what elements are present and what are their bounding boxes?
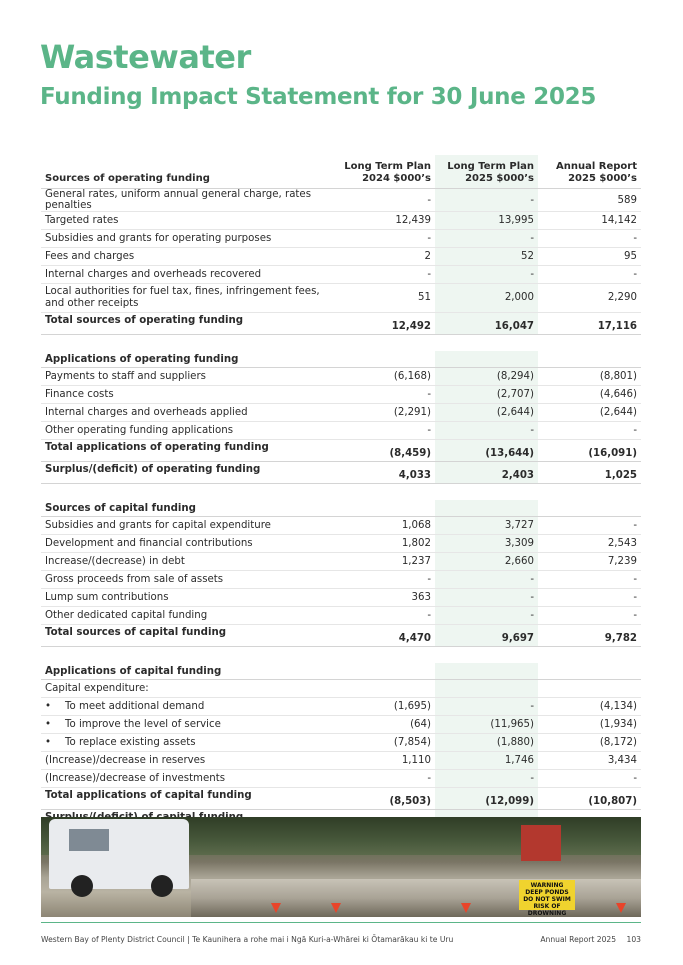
value-cell: 2,543 (538, 535, 641, 553)
value-cell: 2,403 (435, 462, 538, 484)
value-cell: (10,807) (538, 788, 641, 810)
table-row (41, 422, 641, 440)
section-header-empty-cell (435, 351, 538, 368)
table-row (41, 680, 641, 698)
row-label: Development and financial contributions (41, 535, 332, 553)
value-cell: - (435, 422, 538, 440)
value-cell: (2,644) (538, 404, 641, 422)
value-cell: (13,644) (435, 440, 538, 462)
value-cell: 16,047 (435, 313, 538, 335)
table-row (41, 607, 641, 625)
value-cell: (8,503) (332, 788, 435, 810)
value-cell: (12,099) (435, 788, 538, 810)
section-header-empty-cell (538, 351, 641, 368)
value-cell: - (435, 698, 538, 716)
table-row (41, 589, 641, 607)
value-cell: - (435, 189, 538, 212)
section-header-row (41, 663, 641, 680)
value-cell: 9,697 (435, 625, 538, 647)
value-cell: (2,707) (435, 386, 538, 404)
row-label: Total sources of operating funding (41, 313, 332, 335)
photo-flag (616, 903, 626, 913)
footer-report (540, 935, 641, 944)
value-cell: 52 (435, 248, 538, 266)
photo-van-wheel (151, 875, 173, 897)
row-label: Total sources of capital funding (41, 625, 332, 647)
table-row (41, 752, 641, 770)
row-label: Targeted rates (41, 212, 332, 230)
column-header-ltp-2025 (435, 155, 538, 189)
value-cell: 2,660 (435, 553, 538, 571)
value-cell: - (435, 607, 538, 625)
row-label-text: To replace existing assets (65, 737, 196, 748)
value-cell: 13,995 (435, 212, 538, 230)
row-label: Internal charges and overheads recovered (41, 266, 332, 284)
value-cell: 1,802 (332, 535, 435, 553)
row-label: Subsidies and grants for capital expenditure (41, 517, 332, 535)
value-cell (538, 680, 641, 698)
row-label: Total applications of operating funding (41, 440, 332, 462)
bullet-icon: • (45, 737, 52, 748)
value-cell: 7,239 (538, 553, 641, 571)
column-header-line: Annual Report (556, 161, 637, 172)
value-cell: (6,168) (332, 368, 435, 386)
bullet-icon: • (45, 701, 52, 712)
table-row (41, 212, 641, 230)
value-cell: - (332, 422, 435, 440)
value-cell: - (332, 266, 435, 284)
value-cell: - (435, 589, 538, 607)
photo-van-window (69, 829, 109, 851)
header-label: Sources of operating funding (41, 155, 332, 189)
value-cell: 17,116 (538, 313, 641, 335)
table-row (41, 770, 641, 788)
value-cell: 12,439 (332, 212, 435, 230)
value-cell: (1,934) (538, 716, 641, 734)
value-cell: 9,782 (538, 625, 641, 647)
wastewater-ponds-photo (41, 817, 641, 917)
footer-report-name: Annual Report 2025 (540, 935, 617, 944)
value-cell: 12,492 (332, 313, 435, 335)
value-cell: - (332, 770, 435, 788)
footer-council-name: Western Bay of Plenty District Council | Te Kaunihera a rohe mai i Ngā Kuri-a-Whārei ki Ōtamarākau ki te Uru (41, 935, 454, 944)
value-cell: (1,695) (332, 698, 435, 716)
row-label (41, 734, 332, 752)
value-cell: 589 (538, 189, 641, 212)
photo-flag (461, 903, 471, 913)
row-label: (Increase)/decrease in reserves (41, 752, 332, 770)
row-label: Subsidies and grants for operating purposes (41, 230, 332, 248)
row-label-text: To meet additional demand (65, 701, 205, 712)
total-row (41, 625, 641, 647)
value-cell: 3,309 (435, 535, 538, 553)
row-label: Lump sum contributions (41, 589, 332, 607)
row-label (41, 716, 332, 734)
row-label: (Increase)/decrease of investments (41, 770, 332, 788)
photo-van-wheel (71, 875, 93, 897)
table-row (41, 517, 641, 535)
table-row (41, 386, 641, 404)
value-cell: 3,434 (538, 752, 641, 770)
value-cell: (2,291) (332, 404, 435, 422)
value-cell: 2,000 (435, 284, 538, 313)
table-row (41, 571, 641, 589)
value-cell: - (332, 607, 435, 625)
value-cell: - (435, 770, 538, 788)
sign-line: DO NOT SWIM (523, 896, 571, 903)
value-cell: 14,142 (538, 212, 641, 230)
table-row (41, 716, 641, 734)
row-label: Other operating funding applications (41, 422, 332, 440)
row-label: General rates, uniform annual general charge, rates penalties (41, 189, 332, 212)
row-label: Local authorities for fuel tax, fines, infringement fees, and other receipts (41, 284, 332, 313)
sign-line: RISK OF DROWNING (527, 903, 567, 917)
photo-excavator (521, 825, 561, 861)
value-cell: (1,880) (435, 734, 538, 752)
value-cell (435, 680, 538, 698)
value-cell: (7,854) (332, 734, 435, 752)
value-cell: - (435, 266, 538, 284)
footer-divider (41, 922, 641, 923)
bullet-icon: • (45, 719, 52, 730)
value-cell: 3,727 (435, 517, 538, 535)
value-cell: 2,290 (538, 284, 641, 313)
spacer-cell (41, 335, 641, 352)
total-row (41, 462, 641, 484)
photo-warning-sign (519, 880, 575, 917)
row-label: Finance costs (41, 386, 332, 404)
value-cell: 2 (332, 248, 435, 266)
section-header-row (41, 351, 641, 368)
column-header-line: 2025 $000’s (568, 173, 637, 184)
table-row (41, 248, 641, 266)
value-cell: 1,237 (332, 553, 435, 571)
total-row (41, 440, 641, 462)
table-row (41, 189, 641, 212)
value-cell: 1,025 (538, 462, 641, 484)
section-header-empty-cell (435, 500, 538, 517)
value-cell: (4,646) (538, 386, 641, 404)
value-cell: - (538, 571, 641, 589)
column-header-annual-report-2025 (538, 155, 641, 189)
table-row (41, 404, 641, 422)
table-row (41, 553, 641, 571)
value-cell: - (332, 386, 435, 404)
value-cell: (11,965) (435, 716, 538, 734)
value-cell: 1,746 (435, 752, 538, 770)
value-cell: (8,801) (538, 368, 641, 386)
page-title: Wastewater (40, 38, 251, 76)
value-cell: 4,470 (332, 625, 435, 647)
section-header-empty-cell (538, 500, 641, 517)
value-cell: (2,644) (435, 404, 538, 422)
table-row (41, 535, 641, 553)
column-header-ltp-2024 (332, 155, 435, 189)
value-cell: - (435, 571, 538, 589)
table-row (41, 284, 641, 313)
value-cell: 1,110 (332, 752, 435, 770)
funding-impact-table (41, 155, 641, 854)
section-header-label: Applications of operating funding (41, 351, 332, 368)
value-cell: (8,172) (538, 734, 641, 752)
total-row (41, 788, 641, 810)
row-label (41, 698, 332, 716)
total-row (41, 313, 641, 335)
value-cell: 1,068 (332, 517, 435, 535)
value-cell: - (332, 230, 435, 248)
section-header-row (41, 500, 641, 517)
photo-flag (331, 903, 341, 913)
value-cell: 95 (538, 248, 641, 266)
value-cell: - (538, 422, 641, 440)
value-cell: - (332, 571, 435, 589)
value-cell: - (538, 517, 641, 535)
photo-flag (271, 903, 281, 913)
table-body (41, 189, 641, 854)
section-header-label: Sources of capital funding (41, 500, 332, 517)
value-cell: (16,091) (538, 440, 641, 462)
page-subtitle: Funding Impact Statement for 30 June 2025 (40, 84, 597, 110)
row-label: Other dedicated capital funding (41, 607, 332, 625)
section-header-empty-cell (538, 663, 641, 680)
table-header-row (41, 155, 641, 189)
value-cell: - (538, 770, 641, 788)
row-label: Gross proceeds from sale of assets (41, 571, 332, 589)
value-cell: - (538, 607, 641, 625)
column-header-line: Long Term Plan (344, 161, 431, 172)
table-row (41, 698, 641, 716)
table-row (41, 734, 641, 752)
spacer-cell (41, 647, 641, 664)
table-row (41, 266, 641, 284)
sign-line: WARNING (530, 882, 564, 889)
row-label: Surplus/(deficit) of operating funding (41, 462, 332, 484)
value-cell: (4,134) (538, 698, 641, 716)
column-header-line: 2025 $000’s (465, 173, 534, 184)
spacer-row (41, 484, 641, 501)
section-header-label: Applications of capital funding (41, 663, 332, 680)
value-cell: 363 (332, 589, 435, 607)
row-label: Increase/(decrease) in debt (41, 553, 332, 571)
row-label: Internal charges and overheads applied (41, 404, 332, 422)
row-label-text: To improve the level of service (65, 719, 221, 730)
sign-line: DEEP PONDS (525, 889, 569, 896)
row-label: Total applications of capital funding (41, 788, 332, 810)
value-cell: - (538, 589, 641, 607)
table-row (41, 230, 641, 248)
value-cell: (8,459) (332, 440, 435, 462)
value-cell (332, 680, 435, 698)
section-header-empty-cell (332, 500, 435, 517)
column-header-line: 2024 $000’s (362, 173, 431, 184)
spacer-row (41, 647, 641, 664)
value-cell: 51 (332, 284, 435, 313)
section-header-empty-cell (332, 663, 435, 680)
section-header-empty-cell (435, 663, 538, 680)
row-label: Fees and charges (41, 248, 332, 266)
value-cell: - (332, 189, 435, 212)
spacer-row (41, 335, 641, 352)
value-cell: (64) (332, 716, 435, 734)
column-header-line: Long Term Plan (447, 161, 534, 172)
value-cell: (8,294) (435, 368, 538, 386)
row-label: Payments to staff and suppliers (41, 368, 332, 386)
table-row (41, 368, 641, 386)
value-cell: - (538, 230, 641, 248)
value-cell: 4,033 (332, 462, 435, 484)
section-header-empty-cell (332, 351, 435, 368)
footer-page-number: 103 (626, 935, 641, 944)
value-cell: - (435, 230, 538, 248)
row-label: Capital expenditure: (41, 680, 332, 698)
value-cell: - (538, 266, 641, 284)
spacer-cell (41, 484, 641, 501)
